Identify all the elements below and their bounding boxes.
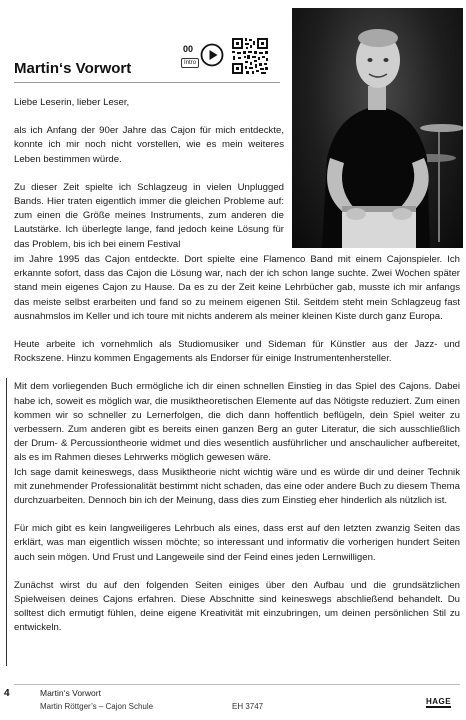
margin-rule (6, 378, 7, 666)
greeting-paragraph: Liebe Leserin, lieber Leser, (14, 97, 130, 108)
footer-edition-code: EH 3747 (232, 702, 264, 711)
audio-track-label: Intro (181, 58, 199, 68)
qr-code-icon[interactable] (231, 37, 269, 80)
page-number: 4 (4, 688, 10, 699)
intro-paragraph: als ich Anfang der 90er Jahre das Cajon für mich entdeckte, konnte ich mir noch nicht vorstellen, wie es mein weiteres Leben bestimmen würde. (14, 125, 284, 165)
boring-books-paragraph: Für mich gibt es kein langweiligeres Lehrbuch als eines, dass erst auf den letzten zwanzig Seiten das erklärt, was man eigentlich wissen möchte; so interessant und informativ die vorherigen hundert Seiten auch sein mögen. Und Frust und Langeweile sind der Feind eines jeden Lernwilligen. (14, 523, 460, 563)
footer-section: Martin‘s Vorwort (40, 688, 101, 698)
audio-track-number: 00 (183, 44, 194, 54)
publisher-logo: HAGE (426, 697, 452, 706)
audio-play-icon[interactable] (200, 43, 224, 72)
outlook-paragraph: Zunächst wirst du auf den folgenden Seiten einiges über den Aufbau und die grundsätzlichen Spielweisen deines Cajons erfahren. Diese Abschnitte sind keineswegs abschließend behandelt. Du solltest dich ermutigt fühlen, deine eigene Kreativität mit einzubringen, um deinen persönlichen Stil zu entwickeln. (14, 579, 460, 634)
problem-paragraph: Zu dieser Zeit spielte ich Schlagzeug in vielen Unplugged Bands. Hier traten eigentlich immer die gleichen Probleme auf: zum einen die Größe meines Instruments, zum anderen die Lautstärke. Ich überlegte lange, fand jedoch keine Lösung für das Problem, bis ich bei einem Festival (14, 181, 284, 250)
body-column-main (14, 253, 460, 636)
page-title: Martin‘s Vorwort (14, 60, 132, 77)
theory-paragraph: Ich sage damit keineswegs, dass Musiktheorie nicht wichtig wäre und es würde dir und deiner Technik mit zunehmender Professionalität bestimmt nicht schaden, das eine oder andere Buch zu diesem Thema durchzuarbeiten. Dennoch bin ich der Meinung, dass dies zum Einstieg eher hinderlich als nützlich ist. (14, 466, 460, 507)
title-underline (14, 82, 280, 83)
book-purpose-paragraph: Mit dem vorliegenden Buch ermögliche ich dir einen schnellen Einstieg in das Spiel des Cajons. Dabei habe ich, soweit es möglich war, die musiktheoretischen Elemente auf das Nötigste reduziert. Zum einen kommen wir so schneller zu Lernerfolgen, die dich dann hoffentlich beflügeln, dein Spiel weiter zu verbessern. Zum anderen gibt es bereits einen ganzen Berg an guter Literatur, die sich ausschließlich der Drum- & Percussiontheorie widmet und dies wesentlich ausführlicher und anschaulicher aufbereitet, als es im Rahmen dieses Lehrwerks möglich gewesen wäre. (14, 381, 460, 464)
author-photo (292, 8, 463, 248)
body-column-top (14, 96, 284, 252)
work-paragraph: Heute arbeite ich vornehmlich als Studiomusiker und Sideman für Künstler aus der Jazz- und Rockszene. Hinzu kommen Engagements als Endorser für einige Instrumentenhersteller. (14, 339, 460, 365)
footer-book-title: Martin Röttger’s – Cajon Schule (40, 702, 154, 711)
discovery-paragraph: im Jahre 1995 das Cajon entdeckte. Dort spielte eine Flamenco Band mit einem Cajonspieler. Ich erkannte sofort, dass das Cajon die Lösung war, nach der ich schon lange suchte. Zwei Wochen später stand mein eigenes Cajon zu Hause. Da es zu der Zeit keine Lehrbücher gab, musste ich mir anfangs das meiste selbst erarbeiten und fand so zu meinem eigenen Stil. Seitdem steht mein Schlagzeug fast ausnahmslos im Keller und ich toure mit nichts anderem als meiner kleinen Kiste durch ganz Europa. (14, 254, 460, 322)
footer-divider (14, 684, 460, 685)
